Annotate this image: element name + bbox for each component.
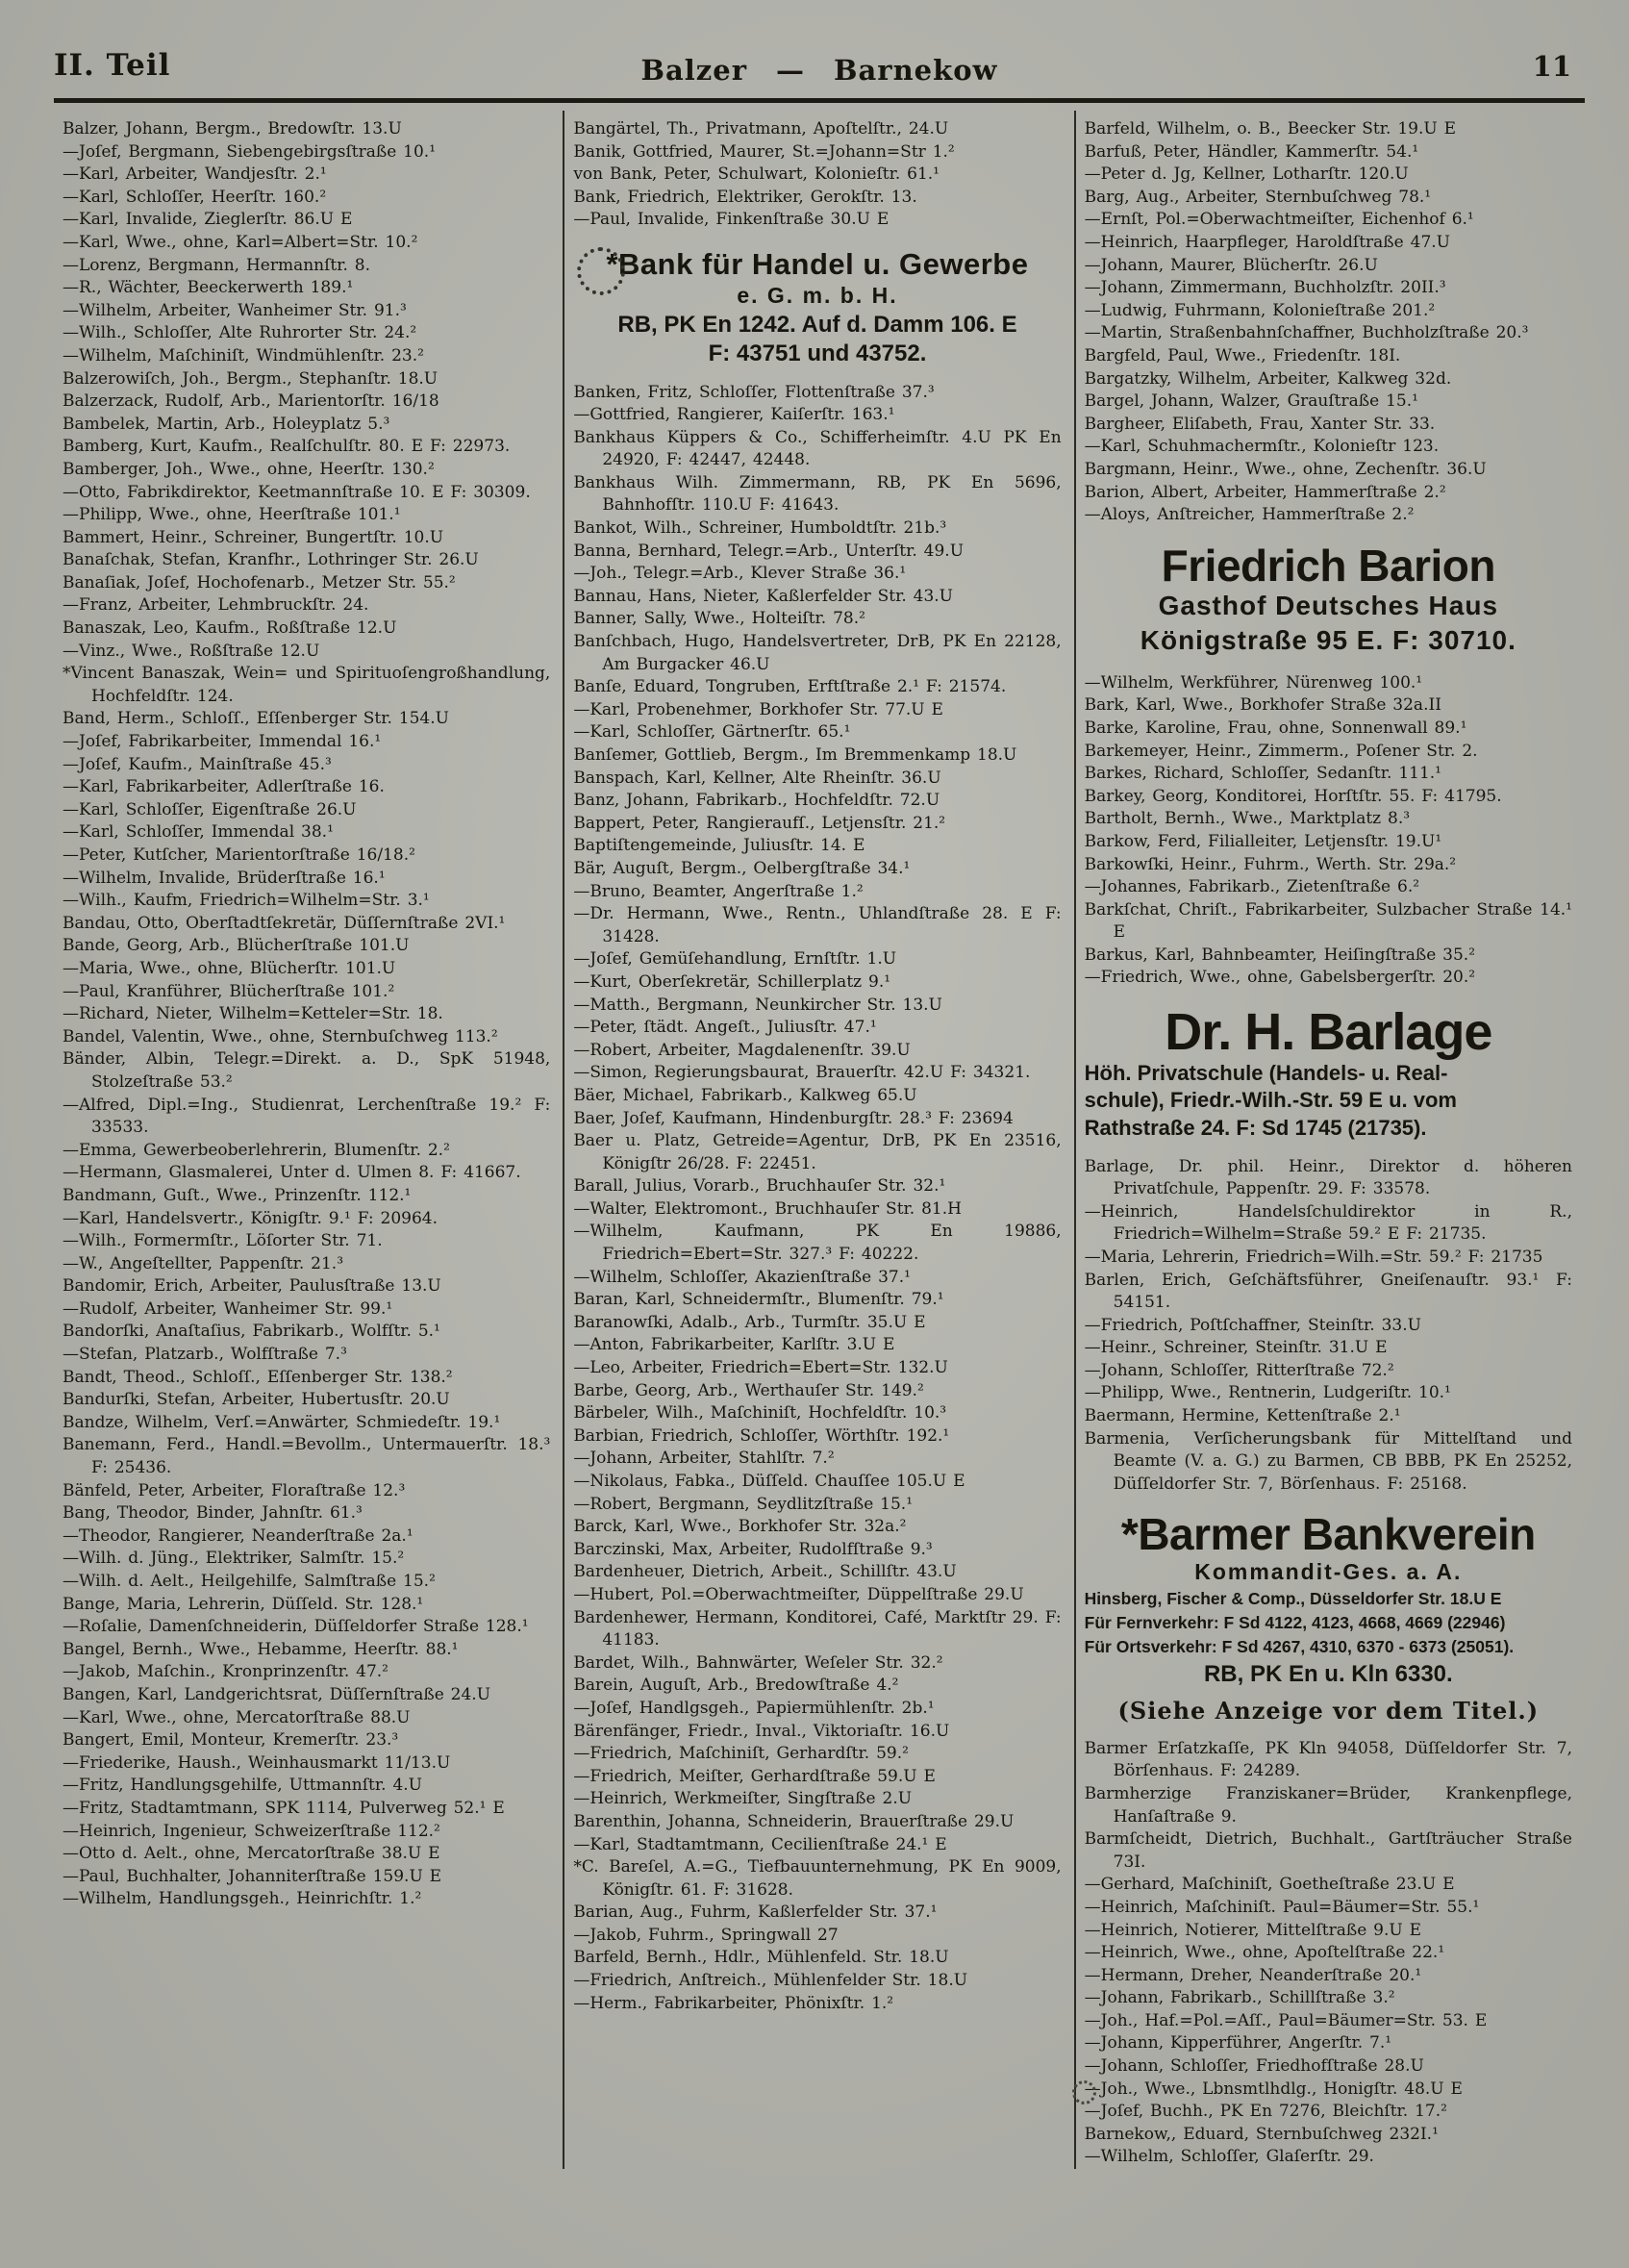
directory-entry: —Joſef, Fabrikarbeiter, Immendal 16.¹ [63,732,382,752]
directory-entry: Bange, Maria, Lehrerin, Düſſeld. Str. 128.¹ [63,1594,424,1614]
directory-entry: —Matth., Bergmann, Neunkircher Str. 13.U [573,995,942,1015]
directory-entry: —Gerhard, Maſchiniſt, Goetheſtraße 23.U E [1084,1875,1455,1895]
directory-columns [54,111,1585,2169]
directory-entry: —Karl, Schuhmachermſtr., Kolonieſtr 123. [1084,437,1440,457]
directory-entry: Bärenfänger, Friedr., Inval., Viktoriaſtr. 16.U [573,1721,950,1741]
directory-entry: —Heinrich, Handelsſchuldirektor in R., Friedrich=Wilhelm=Straße 59.² E F: 21735. [1084,1201,1572,1245]
directory-entry: —Franz, Arbeiter, Lehmbruckſtr. 24. [63,595,369,616]
directory-entry: Banemann, Ferd., Handl.=Bevollm., Untermauerſtr. 18.³ F: 25436. [63,1435,551,1478]
directory-entry: —Johann, Kipperführer, Angerſtr. 7.¹ [1084,2033,1392,2054]
directory-entry: Bammert, Heinr., Schreiner, Bungertſtr. 10.U [63,527,444,547]
ad-line: e. G. m. b. H. [737,282,898,308]
directory-entry: Barein, Auguſt, Arb., Bredowſtraße 4.² [573,1676,899,1696]
ad-line: Kommandit-Ges. a. A. [1194,1558,1463,1584]
directory-entry: Barbe, Georg, Arb., Werthauſer Str. 149.² [573,1380,924,1400]
directory-entry: Bandmann, Guſt., Wwe., Prinzenſtr. 112.¹ [63,1185,412,1205]
directory-entry: Bartholt, Bernh., Wwe., Marktplatz 8.³ [1084,809,1411,829]
directory-entry: Baptiſtengemeinde, Juliusſtr. 14. E [573,836,865,856]
directory-entry: —Johann, Zimmermann, Buchholzſtr. 20II.³ [1084,278,1446,298]
directory-entry: —Ludwig, Fuhrmann, Kolonieſtraße 201.² [1084,300,1436,320]
directory-entry: —Friederike, Haush., Weinhausmarkt 11/13.U [63,1752,451,1773]
directory-entry: —Johann, Maurer, Blücherſtr. 26.U [1084,255,1378,275]
directory-entry: Bänfeld, Peter, Arbeiter, Floraſtraße 12.³ [63,1480,406,1500]
running-title-right: Barnekow [834,54,998,87]
directory-entry: Barg, Aug., Arbeiter, Sternbuſchweg 78.¹ [1084,187,1432,207]
directory-entry: —Peter, ſtädt. Angeſt., Juliusſtr. 47.¹ [573,1018,877,1038]
page-number: 11 [1532,50,1571,83]
directory-entry: —Paul, Buchhalter, Johanniterſtraße 159.U E [63,1866,442,1886]
column-2 [563,111,1073,2169]
directory-entry: Balzerzack, Rudolf, Arb., Marientorſtr. 16/18 [63,391,439,412]
directory-entry: —Lorenz, Bergmann, Hermannſtr. 8. [63,255,371,275]
directory-entry: Balzerowiſch, Joh., Bergm., Stephanſtr. 18.U [63,368,439,389]
directory-entry: Barkey, Georg, Konditorei, Horſtſtr. 55. F: 41795. [1084,786,1502,806]
directory-entry: Barmenia, Verſicherungsbank für Mittelſtand und Beamte (V. a. G.) zu Barmen, CB BBB, PK En 25252, Düſſeldorfer Str. 7, Börſenhaus. F: 25168. [1084,1428,1572,1494]
dr-barlage-ad [1085,1005,1572,1142]
directory-entry: Bärbeler, Wilh., Maſchiniſt, Hochfeldſtr. 10.³ [573,1403,947,1424]
directory-entry: —Maria, Lehrerin, Friedrich=Wilh.=Str. 59.² F: 21735 [1084,1247,1543,1267]
directory-entry: —Wilhelm, Schloſſer, Glaſerſtr. 29. [1084,2147,1374,2167]
barmer-bankverein-ad [1085,1511,1572,1724]
directory-entry: Bandurſki, Stefan, Arbeiter, Hubertusſtr. 20.U [63,1390,450,1410]
directory-entry: —Karl, Schloſſer, Gärtnerſtr. 65.¹ [573,722,851,743]
directory-entry: Bangen, Karl, Landgerichtsrat, Düſſernſtraße 24.U [63,1684,491,1704]
directory-entry: Bangärtel, Th., Privatmann, Apoſtelſtr., 24.U [573,119,949,139]
directory-entry: —Joh., Haf.=Pol.=Aſſ., Paul=Bäumer=Str. 53. E [1084,2010,1488,2030]
directory-entry: —Heinrich, Maſchiniſt. Paul=Bäumer=Str. 55.¹ [1084,1897,1480,1917]
directory-entry: Barian, Aug., Fuhrm, Kaßlerfelder Str. 37.¹ [573,1903,938,1923]
directory-entry: —Alfred, Dipl.=Ing., Studienrat, Lerchenſtraße 19.² F: 33533. [63,1095,551,1138]
directory-entry: —Hubert, Pol.=Oberwachtmeiſter, Düppelſtraße 29.U [573,1584,1024,1604]
directory-entry: —Martin, Straßenbahnſchaffner, Buchholzſtraße 20.³ [1084,323,1529,343]
ad-line: *Bank für Handel u. Gewerbe [606,246,1029,281]
directory-entry: Barck, Karl, Wwe., Borkhofer Str. 32a.² [573,1517,907,1537]
directory-entry: —Otto d. Aelt., ohne, Mercatorſtraße 38.U E [63,1844,440,1864]
directory-entry: —Johann, Schloſſer, Ritterſtraße 72.² [1084,1360,1394,1380]
directory-entry: —Karl, Fabrikarbeiter, Adlerſtraße 16. [63,777,385,797]
directory-entry: Barkus, Karl, Bahnbeamter, Heiſingſtraße 35.² [1084,945,1476,965]
directory-entry: *Vincent Banaszak, Wein= und Spirituoſengroßhandlung, Hochfeldſtr. 124. [63,664,551,706]
directory-entry: —Wilhelm, Werkführer, Nürenweg 100.¹ [1084,672,1423,693]
bank-fuer-handel-ad [573,247,1061,368]
directory-entry: Barkowſki, Heinr., Fuhrm., Werth. Str. 29a.² [1084,854,1457,874]
directory-entry: —Wilh., Schloſſer, Alte Ruhrorter Str. 24.² [63,323,417,343]
directory-entry: Banner, Sally, Wwe., Holteiſtr. 78.² [573,609,865,629]
directory-entry: —Friedrich, Anſtreich., Mühlenfelder Str. 18.U [573,1971,968,1991]
directory-entry: Barlage, Dr. phil. Heinr., Direktor d. höheren Privatſchule, Pappenſtr. 29. F: 33578. [1084,1156,1572,1199]
directory-entry: —Karl, Stadtamtmann, Cecilienſtraße 24.¹ E [573,1834,947,1854]
header-rule [54,98,1585,103]
directory-entry: Barmer Erſatzkaſſe, PK Kln 94058, Düſſeldorfer Str. 7, Börſenhaus. F: 24289. [1084,1738,1572,1781]
ad-line: Friedrich Barion [1161,540,1495,591]
column-1 [54,111,563,2169]
directory-entry: —Heinrich, Notierer, Mittelſtraße 9.U E [1084,1920,1422,1940]
directory-entry: —Friedrich, Meiſter, Gerhardſtraße 59.U E [573,1766,936,1786]
directory-entry: Bark, Karl, Wwe., Borkhofer Straße 32a.II [1084,695,1441,716]
directory-entry: —Paul, Kranführer, Blücherſtraße 101.² [63,981,395,1001]
directory-entry: —Karl, Invalide, Zieglerſtr. 86.U E [63,210,353,230]
directory-entry: —Joſef, Handlgsgeh., Papiermühlenſtr. 2b.¹ [573,1698,935,1718]
directory-entry: Baranowſki, Adalb., Arb., Turmſtr. 35.U E [573,1312,926,1332]
directory-entry: Barkes, Richard, Schloſſer, Sedanſtr. 111.¹ [1084,764,1441,784]
directory-entry: Baer u. Platz, Getreide=Agentur, DrB, PK En 23516, Königſtr 26/28. F: 22451. [573,1131,1062,1173]
page-header [54,48,1585,96]
directory-entry: —Anton, Fabrikarbeiter, Karlſtr. 3.U E [573,1335,895,1355]
directory-entry: Bandorſki, Anaſtaſius, Fabrikarb., Wolfſtr. 5.¹ [63,1322,440,1342]
directory-entry: Banſchbach, Hugo, Handelsvertreter, DrB, PK En 22128, Am Burgacker 46.U [573,632,1062,674]
directory-entry: —Dr. Hermann, Wwe., Rentn., Uhlandſtraße 28. E F: 31428. [573,904,1062,946]
ad-line: Für Fernverkehr: F Sd 4122, 4123, 4668, 4669 (22946) [1084,1613,1506,1633]
directory-entry: —Philipp, Wwe., ohne, Heerſtraße 101.¹ [63,505,401,525]
directory-entry: von Bank, Peter, Schulwart, Kolonieſtr. 61.¹ [573,164,940,185]
directory-entry: —Wilhelm, Arbeiter, Wanheimer Str. 91.³ [63,300,407,320]
running-title [640,54,997,87]
directory-entry: —Johannes, Fabrikarb., Zietenſtraße 6.² [1084,877,1420,897]
ad-line: Gasthof Deutsches Haus [1158,590,1499,620]
directory-entry: —Joſef, Buchh., PK En 7276, Bleichſtr. 17.² [1084,2102,1447,2122]
directory-entry: Barfeld, Bernh., Hdlr., Mühlenfeld. Str. 18.U [573,1948,949,1968]
ad-line: (Siehe Anzeige vor dem Titel.) [1117,1696,1540,1725]
directory-entry: Bargheer, Eliſabeth, Frau, Xanter Str. 33. [1084,414,1436,434]
directory-entry: Barenthin, Johanna, Schneiderin, Brauerſtraße 29.U [573,1811,1015,1831]
directory-entry: —Robert, Arbeiter, Magdalenenſtr. 39.U [573,1040,911,1060]
directory-entry: Bardenhewer, Hermann, Konditorei, Café, Marktſtr 29. F: 41183. [573,1607,1062,1651]
directory-entry: Barlen, Erich, Geſchäftsführer, Gneiſenauſtr. 93.¹ F: 54151. [1084,1270,1572,1313]
directory-entry: —Johann, Schloſſer, Friedhofſtraße 28.U [1084,2056,1424,2077]
directory-entry: —Joſef, Kaufm., Mainſtraße 45.³ [63,754,332,774]
directory-entry: Banſe, Eduard, Tongruben, Erftſtraße 2.¹ F: 21574. [573,677,1007,697]
directory-entry: Bambelek, Martin, Arb., Holeyplatz 5.³ [63,414,390,434]
ad-line: RB, PK En 1242. Auf d. Damm 106. E [617,311,1017,338]
directory-entry: —Paul, Invalide, Finkenſtraße 30.U E [573,210,890,230]
ad-line: Für Ortsverkehr: F Sd 4267, 4310, 6370 - 6373 (25051). [1084,1637,1515,1657]
directory-entry: —Heinrich, Haarpfleger, Haroldſtraße 47.U [1084,232,1450,252]
directory-entry: —Karl, Arbeiter, Wandjesſtr. 2.¹ [63,164,327,185]
directory-entry: —Friedrich, Wwe., ohne, Gabelsbergerſtr. 20.² [1084,968,1476,988]
ad-line: Königstraße 95 E. F: 30710. [1140,625,1516,656]
directory-entry: *C. Bareſel, A.=G., Tiefbauunternehmung, PK En 9009, Königſtr. 61. F: 31628. [573,1857,1062,1900]
directory-entry: —Theodor, Rangierer, Neanderſtraße 2a.¹ [63,1525,414,1546]
directory-entry: Bande, Georg, Arb., Blücherſtraße 101.U [63,936,410,956]
directory-entry: Banaszak, Leo, Kaufm., Roßſtraße 12.U [63,618,397,639]
directory-entry: —Joſef, Bergmann, Siebengebirgsſtraße 10.¹ [63,141,437,162]
directory-entry: Bankot, Wilh., Schreiner, Humboldtſtr. 21b.³ [573,518,947,539]
directory-entry: —Karl, Handelsvertr., Königſtr. 9.¹ F: 20964. [63,1208,438,1228]
directory-entry: Barmherzige Franziskaner=Brüder, Krankenpflege, Hanſaſtraße 9. [1084,1783,1572,1827]
directory-entry: Barczinski, Max, Arbeiter, Rudolfſtraße 9.³ [573,1539,933,1559]
directory-entry: —Heinr., Schreiner, Steinſtr. 31.U E [1084,1338,1388,1358]
ad-line: Rathstraße 24. F: Sd 1745 (21735). [1084,1115,1427,1140]
directory-entry: Barfuß, Peter, Händler, Kammerſtr. 54.¹ [1084,141,1419,162]
directory-entry: —Walter, Elektromont., Bruchhauſer Str. 81.H [573,1198,962,1219]
directory-entry: Bargel, Johann, Walzer, Grauſtraße 15.¹ [1084,391,1418,412]
directory-entry: —Fritz, Stadtamtmann, SPK 1114, Pulverweg 52.¹ E [63,1798,505,1818]
directory-entry: Bandomir, Erich, Arbeiter, Paulusſtraße 13.U [63,1276,441,1297]
part-label: II. Teil [54,48,171,83]
directory-entry: —Ernſt, Pol.=Oberwachtmeiſter, Eichenhof 6.¹ [1084,210,1474,230]
directory-entry: Barkow, Ferd, Filialleiter, Letjensſtr. 19.U¹ [1084,831,1442,851]
directory-entry: Barbian, Friedrich, Schloſſer, Wörthſtr. 192.¹ [573,1425,950,1446]
directory-entry: —Stefan, Platzarb., Wolfſtraße 7.³ [63,1345,347,1365]
directory-entry: Banſemer, Gottlieb, Bergm., Im Bremmenkamp 18.U [573,745,1017,765]
directory-entry: —Johann, Arbeiter, Stahlſtr. 7.² [573,1449,835,1469]
directory-entry: —Bruno, Beamter, Angerſtraße 1.² [573,881,864,901]
directory-entry: Baer, Joſef, Kaufmann, Hindenburgſtr. 28.³ F: 23694 [573,1108,1014,1128]
column-3 [1074,111,1585,2169]
directory-entry: —R., Wächter, Beeckerwerth 189.¹ [63,278,354,298]
directory-entry: —Peter d. Jg, Kellner, Lotharſtr. 120.U [1084,164,1409,185]
directory-entry: —Wilhelm, Maſchiniſt, Windmühlenſtr. 23.² [63,345,424,365]
directory-entry: —Nikolaus, Fabka., Düſſeld. Chauſſee 105.U E [573,1472,965,1491]
directory-entry: —Rudolf, Arbeiter, Wanheimer Str. 99.¹ [63,1298,393,1319]
directory-entry: —Emma, Gewerbeoberlehrerin, Blumenſtr. 2.² [63,1140,450,1160]
directory-entry: —Karl, Wwe., ohne, Karl=Albert=Str. 10.² [63,232,418,252]
directory-entry: Barmſcheidt, Dietrich, Buchhalt., Gartſträucher Straße 73I. [1084,1829,1572,1872]
directory-entry: Bankhaus Wilh. Zimmermann, RB, PK En 5696, Bahnhofſtr. 110.U F: 41643. [573,472,1062,516]
directory-entry: —Wilh. d. Jüng., Elektriker, Salmſtr. 15.² [63,1549,405,1569]
directory-entry: Banaſiak, Joſef, Hochofenarb., Metzer Str. 55.² [63,572,456,592]
directory-entry: —Karl, Probenehmer, Borkhofer Str. 77.U E [573,699,943,719]
directory-entry: —Heinrich, Wwe., ohne, Apoſtelſtraße 22.¹ [1084,1943,1445,1963]
directory-entry: Barion, Albert, Arbeiter, Hammerſtraße 2.² [1084,482,1446,502]
directory-entry: Bangel, Bernh., Wwe., Hebamme, Heerſtr. 88.¹ [63,1639,459,1659]
directory-entry: Bär, Auguſt, Bergm., Oelbergſtraße 34.¹ [573,858,911,878]
directory-entry: —Wilhelm, Kaufmann, PK En 19886, Friedrich=Ebert=Str. 327.³ F: 40222. [573,1222,1062,1265]
directory-entry: —Joſef, Gemüſehandlung, Ernſtſtr. 1.U [573,949,897,970]
directory-entry: Bandel, Valentin, Wwe., ohne, Sternbuſchweg 113.² [63,1026,498,1046]
directory-entry: —Hermann, Dreher, Neanderſtraße 20.¹ [1084,1965,1422,1985]
directory-entry: —Richard, Nieter, Wilhelm=Ketteler=Str. 18. [63,1004,443,1024]
directory-entry: Bargfeld, Paul, Wwe., Friedenſtr. 18I. [1084,345,1401,365]
directory-entry: Banik, Gottfried, Maurer, St.=Johann=Str 1.² [573,141,955,162]
directory-entry: —Gottfried, Rangierer, Kaiſerſtr. 163.¹ [573,405,895,425]
directory-entry: —Wilh. d. Aelt., Heilgehilfe, Salmſtraße 15.² [63,1572,436,1591]
directory-entry: Bappert, Peter, Rangieraufſ., Letjensſtr. 21.² [573,813,946,833]
directory-entry: Barall, Julius, Vorarb., Bruchhauſer Str. 32.¹ [573,1176,946,1197]
directory-entry: Bang, Theodor, Binder, Jahnſtr. 61.³ [63,1503,363,1524]
directory-entry: —Karl, Wwe., ohne, Mercatorſtraße 88.U [63,1707,411,1727]
directory-entry: —Karl, Schloſſer, Eigenſtraße 26.U [63,799,357,819]
ad-line: Höh. Privatschule (Handels- u. Real- [1084,1060,1448,1085]
directory-entry: —Joh., Telegr.=Arb., Klever Straße 36.¹ [573,564,907,584]
directory-entry: —Heinrich, Ingenieur, Schweizerſtraße 112.² [63,1821,440,1841]
directory-entry: —Vinz., Wwe., Roßſtraße 12.U [63,641,320,661]
ad-line: Dr. H. Barlage [1165,1003,1492,1062]
directory-entry: —Peter, Kutſcher, Marientorſtraße 16/18.² [63,845,415,865]
directory-entry: —Herm., Fabrikarbeiter, Phönixſtr. 1.² [573,1993,894,2013]
directory-entry: —Wilhelm, Handlungsgeh., Heinrichſtr. 1.² [63,1889,422,1909]
directory-entry: —Aloys, Anſtreicher, Hammerſtraße 2.² [1084,505,1415,525]
directory-entry: —Jakob, Fuhrm., Springwall 27 [573,1925,839,1945]
directory-entry: Banaſchak, Stefan, Kranfhr., Lothringer Str. 26.U [63,550,479,570]
directory-entry: Bardet, Wilh., Bahnwärter, Weſeler Str. 32.² [573,1652,943,1673]
directory-entry: Bankhaus Küppers & Co., Schifferheimſtr. 4.U PK En 24920, F: 42447, 42448. [573,427,1062,470]
directory-entry: Barkſchat, Chriſt., Fabrikarbeiter, Sulzbacher Straße 14.¹ E [1084,899,1572,943]
directory-entry: Bannau, Hans, Nieter, Kaßlerfelder Str. 43.U [573,586,954,606]
directory-entry: Balzer, Johann, Bergm., Bredowſtr. 13.U [63,119,402,139]
directory-entry: —Karl, Schloſſer, Immendal 38.¹ [63,822,334,843]
directory-entry: Bandze, Wilhelm, Verſ.=Anwärter, Schmiedeſtr. 19.¹ [63,1412,501,1432]
ad-line: schule), Friedr.-Wilh.-Str. 59 E u. vom [1084,1088,1457,1113]
directory-entry: Bandau, Otto, Oberſtadtſekretär, Düſſernſtraße 2VI.¹ [63,913,506,933]
directory-entry: —Wilhelm, Schloſſer, Akazienſtraße 37.¹ [573,1267,911,1287]
directory-entry: —Simon, Regierungsbaurat, Brauerſtr. 42.U F: 34321. [573,1063,1031,1083]
directory-entry: —Kurt, Oberſekretär, Schillerplatz 9.¹ [573,971,891,992]
ad-line: Hinsberg, Fischer & Comp., Düsseldorfer Str. 18.U E [1084,1588,1502,1608]
directory-entry: Bandt, Theod., Schloſſ., Eſſenberger Str. 138.² [63,1367,453,1387]
directory-entry: Bargatzky, Wilhelm, Arbeiter, Kalkweg 32d. [1084,368,1452,389]
friedrich-barion-ad [1085,542,1572,659]
directory-entry: Banspach, Karl, Kellner, Alte Rheinſtr. 36.U [573,768,941,788]
directory-entry: —Fritz, Handlungsgehilfe, Uttmannſtr. 4.U [63,1776,422,1796]
directory-entry: Barkemeyer, Heinr., Zimmerm., Poſener Str. 2. [1084,741,1478,761]
directory-entry: —Maria, Wwe., ohne, Blücherſtr. 101.U [63,958,396,978]
directory-entry: —Otto, Fabrikdirektor, Keetmannſtraße 10. E F: 30309. [63,482,531,502]
running-title-separator: — [776,54,805,87]
directory-entry: Bäer, Michael, Fabrikarb., Kalkweg 65.U [573,1085,917,1105]
directory-entry: —Roſalie, Damenſchneiderin, Düſſeldorfer Straße 128.¹ [63,1617,529,1637]
directory-entry: Bangert, Emil, Monteur, Kremerſtr. 23.³ [63,1730,399,1751]
directory-entry: —W., Angeſtellter, Pappenſtr. 21.³ [63,1253,344,1273]
directory-entry: —Hermann, Glasmalerei, Unter d. Ulmen 8. F: 41667. [63,1163,521,1183]
ad-line: RB, PK En u. Kln 6330. [1203,1660,1453,1687]
directory-entry: Banz, Johann, Fabrikarb., Hochfeldſtr. 72.U [573,791,940,811]
directory-entry: —Wilh., Formermſtr., Löſorter Str. 71. [63,1231,383,1251]
directory-entry: —Friedrich, Maſchiniſt, Gerhardſtr. 59.² [573,1744,909,1764]
directory-entry: Barfeld, Wilhelm, o. B., Beecker Str. 19.U E [1084,119,1457,139]
directory-entry: Banken, Fritz, Schloſſer, Flottenſtraße 37.³ [573,382,935,402]
directory-entry: —Johann, Fabrikarb., Schillſtraße 3.² [1084,1988,1395,2008]
running-title-left: Balzer [640,54,747,87]
directory-entry: Baermann, Hermine, Kettenſtraße 2.¹ [1084,1406,1401,1426]
directory-entry: Baran, Karl, Schneidermſtr., Blumenſtr. 79.¹ [573,1290,944,1310]
ad-line: F: 43751 und 43752. [708,340,927,366]
directory-entry: Barnekow,, Eduard, Sternbuſchweg 232I.¹ [1084,2124,1439,2144]
directory-entry: Bamberger, Joh., Wwe., ohne, Heerſtr. 130.² [63,459,435,479]
directory-entry: —Karl, Schloſſer, Heerſtr. 160.² [63,187,327,207]
directory-entry: —Leo, Arbeiter, Friedrich=Ebert=Str. 132.U [573,1358,948,1378]
directory-entry: Bardenheuer, Dietrich, Arbeit., Schillſtr. 43.U [573,1562,957,1582]
ad-line: *Barmer Bankverein [1120,1509,1536,1560]
directory-entry: —Robert, Bergmann, Seydlitzſtraße 15.¹ [573,1494,914,1514]
directory-entry: Banna, Bernhard, Telegr.=Arb., Unterſtr. 49.U [573,541,965,561]
directory-entry: —Wilhelm, Invalide, Brüderſtraße 16.¹ [63,868,386,888]
directory-entry: Bank, Friedrich, Elektriker, Gerokſtr. 13. [573,187,917,207]
directory-entry: —Philipp, Wwe., Rentnerin, Ludgeriſtr. 10.¹ [1084,1383,1451,1403]
directory-entry: —Jakob, Maſchin., Kronprinzenſtr. 47.² [63,1662,388,1682]
directory-entry: —Wilh., Kaufm, Friedrich=Wilhelm=Str. 3.¹ [63,891,430,911]
directory-entry: Bamberg, Kurt, Kaufm., Realſchulſtr. 80. E F: 22973. [63,437,511,457]
directory-entry: Bänder, Albin, Telegr.=Direkt. a. D., SpK 51948, Stolzeſtraße 53.² [63,1049,551,1092]
directory-entry: —Heinrich, Werkmeiſter, Singſtraße 2.U [573,1789,913,1809]
directory-entry: —Joh., Wwe., Lbnsmtlhdlg., Honigſtr. 48.U E [1085,2079,1572,2102]
directory-entry: Barke, Karoline, Frau, ohne, Sonnenwall 89.¹ [1084,718,1467,738]
directory-entry: —Friedrich, Poſtſchaffner, Steinſtr. 33.U [1084,1315,1421,1335]
directory-entry: Bargmann, Heinr., Wwe., ohne, Zechenſtr. 36.U [1084,459,1487,479]
directory-entry: Band, Herm., Schloſſ., Eſſenberger Str. 154.U [63,709,449,729]
